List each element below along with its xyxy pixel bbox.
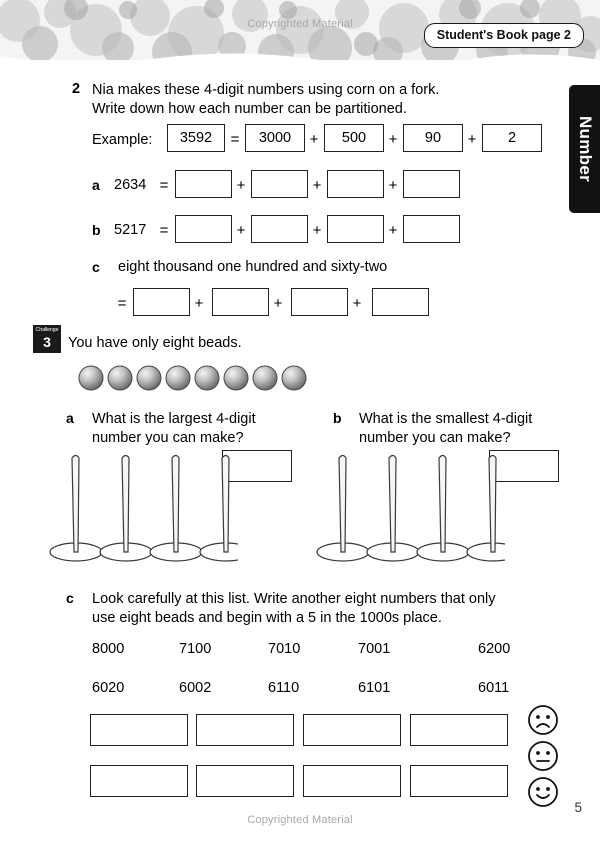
q2-b-plus-3: + <box>388 222 398 239</box>
q3-c-answer-8[interactable] <box>410 765 508 797</box>
q2-a-answer-2[interactable] <box>251 170 308 198</box>
question-2-line1: Nia makes these 4-digit numbers using corn on a fork. <box>92 82 440 98</box>
q2-c-plus-3: + <box>352 295 362 312</box>
q2-b-answer-4[interactable] <box>403 215 460 243</box>
example-plus-1: + <box>309 131 319 148</box>
example-part-4: 2 <box>482 124 542 152</box>
q2-item-a-label: a <box>92 177 100 193</box>
q2-a-answer-1[interactable] <box>175 170 232 198</box>
neutral-face-icon[interactable] <box>527 740 559 777</box>
q2-c-answer-4[interactable] <box>372 288 429 316</box>
q3-b-line2: number you can make? <box>359 430 511 446</box>
q3-item-a-label: a <box>66 410 74 426</box>
happy-face-icon[interactable] <box>527 776 559 813</box>
example-plus-2: + <box>388 131 398 148</box>
sad-face-icon[interactable] <box>527 704 559 741</box>
q3-b-line1: What is the smallest 4-digit <box>359 411 533 427</box>
example-label: Example: <box>92 132 153 148</box>
beads-row <box>78 363 318 398</box>
q2-b-answer-3[interactable] <box>327 215 384 243</box>
question-2-number: 2 <box>72 81 81 97</box>
q2-c-plus-1: + <box>194 295 204 312</box>
question-2-line2: Write down how each number can be partitioned. <box>92 101 407 117</box>
q3-b-spikes <box>315 452 505 572</box>
example-equals: = <box>230 131 240 148</box>
example-number: 3592 <box>167 124 225 152</box>
example-plus-3: + <box>467 131 477 148</box>
q2-a-plus-1: + <box>236 177 246 194</box>
q3-c-line2: use eight beads and begin with a 5 in the 1000s place. <box>92 610 442 626</box>
q3-item-b-label: b <box>333 410 342 426</box>
q3-a-spikes <box>48 452 238 572</box>
question-3-intro: You have only eight beads. <box>68 335 242 351</box>
challenge-badge <box>33 325 61 353</box>
number-list-item: 6110 <box>268 680 300 696</box>
students-book-tag: Student's Book page 2 <box>424 23 584 48</box>
number-list-item: 6020 <box>92 680 125 696</box>
copyright-notice-top: Copyrighted Material <box>247 18 353 30</box>
q2-item-a-number: 2634 <box>114 177 147 193</box>
example-part-3: 90 <box>403 124 463 152</box>
section-tab-label: Number <box>575 115 595 183</box>
q2-item-a-equals: = <box>159 177 169 194</box>
q2-item-c-label: c <box>92 259 100 275</box>
q2-item-b-equals: = <box>159 222 169 239</box>
q2-a-plus-2: + <box>312 177 322 194</box>
q2-a-answer-4[interactable] <box>403 170 460 198</box>
copyright-notice-bottom: Copyrighted Material <box>247 814 353 826</box>
q2-b-answer-2[interactable] <box>251 215 308 243</box>
section-tab-number <box>569 85 600 213</box>
q3-a-line1: What is the largest 4-digit <box>92 411 256 427</box>
number-list-item: 6101 <box>358 680 391 696</box>
q2-c-equals: = <box>117 295 127 312</box>
q2-b-plus-2: + <box>312 222 322 239</box>
q3-c-line1: Look carefully at this list. Write another eight numbers that only <box>92 591 496 607</box>
example-part-2: 500 <box>324 124 384 152</box>
q3-c-answer-4[interactable] <box>410 714 508 746</box>
q3-item-c-label: c <box>66 590 74 606</box>
q3-c-answer-7[interactable] <box>303 765 401 797</box>
q3-a-line2: number you can make? <box>92 430 244 446</box>
number-list-item: 7001 <box>358 641 391 657</box>
number-list-item: 6002 <box>179 680 212 696</box>
number-list-item: 6011 <box>478 680 510 696</box>
number-list-item: 6200 <box>478 641 511 657</box>
q2-c-answer-1[interactable] <box>133 288 190 316</box>
q3-c-answer-1[interactable] <box>90 714 188 746</box>
q2-item-b-number: 5217 <box>114 222 147 238</box>
q2-a-plus-3: + <box>388 177 398 194</box>
q2-a-answer-3[interactable] <box>327 170 384 198</box>
q3-c-answer-6[interactable] <box>196 765 294 797</box>
q2-c-answer-2[interactable] <box>212 288 269 316</box>
example-part-1: 3000 <box>245 124 305 152</box>
number-list-item: 7100 <box>179 641 212 657</box>
q2-c-plus-2: + <box>273 295 283 312</box>
q3-c-answer-2[interactable] <box>196 714 294 746</box>
challenge-badge-number: 3 <box>43 334 51 350</box>
q3-c-answer-3[interactable] <box>303 714 401 746</box>
number-list-item: 8000 <box>92 641 125 657</box>
q2-item-c-text: eight thousand one hundred and sixty-two <box>118 259 388 275</box>
challenge-badge-word: Challenge <box>35 327 59 333</box>
q3-c-answer-5[interactable] <box>90 765 188 797</box>
page-number: 5 <box>574 800 582 815</box>
number-list-item: 7010 <box>268 641 301 657</box>
q2-b-answer-1[interactable] <box>175 215 232 243</box>
q2-c-answer-3[interactable] <box>291 288 348 316</box>
q2-b-plus-1: + <box>236 222 246 239</box>
q2-item-b-label: b <box>92 222 101 238</box>
